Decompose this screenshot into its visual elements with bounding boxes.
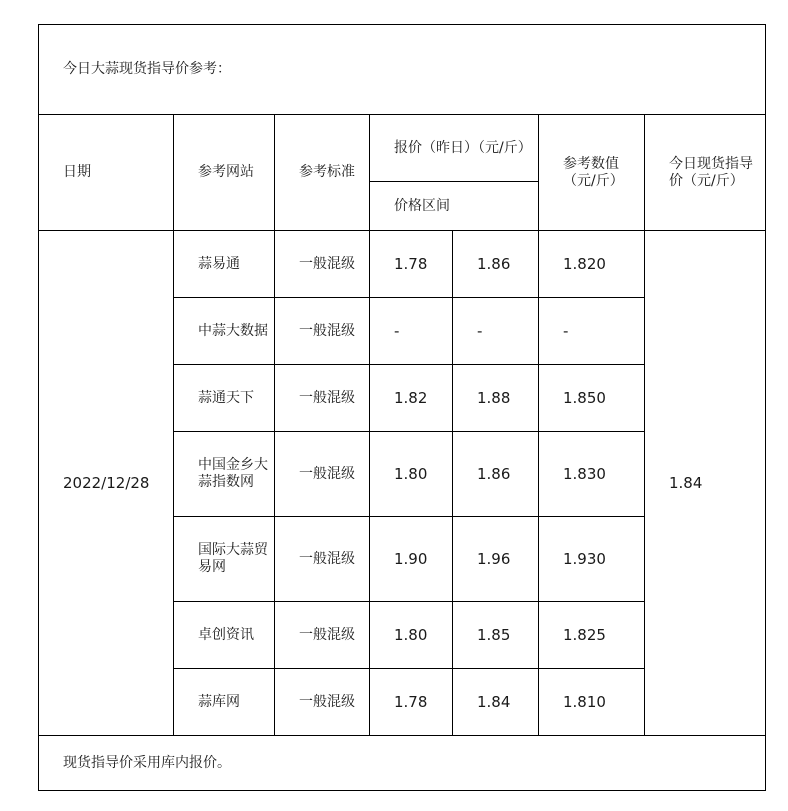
header-reference-value: 参考数值（元/斤） xyxy=(539,115,645,231)
site-cell: 中蒜大数据 xyxy=(174,298,275,365)
reference-value-cell: 1.850 xyxy=(539,365,645,432)
footnote-row xyxy=(39,736,766,791)
title-row xyxy=(39,25,766,115)
reference-value-cell: 1.825 xyxy=(539,602,645,669)
standard-cell: 一般混级 xyxy=(275,231,370,298)
site-cell: 中国金乡大蒜指数网 xyxy=(174,432,275,517)
header-site: 参考网站 xyxy=(174,115,275,231)
low-price-cell: - xyxy=(370,298,453,365)
site-cell: 蒜通天下 xyxy=(174,365,275,432)
high-price-cell: 1.86 xyxy=(453,231,539,298)
reference-value-cell: 1.810 xyxy=(539,669,645,736)
low-price-cell: 1.90 xyxy=(370,517,453,602)
reference-value-cell: 1.820 xyxy=(539,231,645,298)
standard-cell: 一般混级 xyxy=(275,517,370,602)
price-reference-table xyxy=(38,24,766,791)
site-cell: 蒜库网 xyxy=(174,669,275,736)
standard-cell: 一般混级 xyxy=(275,669,370,736)
low-price-cell: 1.82 xyxy=(370,365,453,432)
header-today-price: 今日现货指导价（元/斤） xyxy=(645,115,766,231)
site-cell: 国际大蒜贸易网 xyxy=(174,517,275,602)
footnote-text: 现货指导价采用库内报价。 xyxy=(39,736,766,791)
low-price-cell: 1.78 xyxy=(370,669,453,736)
low-price-cell: 1.78 xyxy=(370,231,453,298)
reference-value-cell: 1.830 xyxy=(539,432,645,517)
high-price-cell: 1.85 xyxy=(453,602,539,669)
date-cell: 2022/12/28 xyxy=(39,231,174,736)
standard-cell: 一般混级 xyxy=(275,602,370,669)
site-cell: 蒜易通 xyxy=(174,231,275,298)
standard-cell: 一般混级 xyxy=(275,365,370,432)
header-row xyxy=(39,115,766,182)
low-price-cell: 1.80 xyxy=(370,602,453,669)
high-price-cell: 1.84 xyxy=(453,669,539,736)
header-date: 日期 xyxy=(39,115,174,231)
standard-cell: 一般混级 xyxy=(275,432,370,517)
header-quote: 报价（昨日）（元/斤） xyxy=(370,115,539,182)
high-price-cell: 1.86 xyxy=(453,432,539,517)
high-price-cell: 1.96 xyxy=(453,517,539,602)
high-price-cell: 1.88 xyxy=(453,365,539,432)
table-title: 今日大蒜现货指导价参考： xyxy=(39,25,766,115)
standard-cell: 一般混级 xyxy=(275,298,370,365)
header-range: 价格区间 xyxy=(370,182,539,231)
reference-value-cell: - xyxy=(539,298,645,365)
high-price-cell: - xyxy=(453,298,539,365)
reference-value-cell: 1.930 xyxy=(539,517,645,602)
today-price-cell: 1.84 xyxy=(645,231,766,736)
site-cell: 卓创资讯 xyxy=(174,602,275,669)
table-row xyxy=(39,231,766,298)
low-price-cell: 1.80 xyxy=(370,432,453,517)
header-standard: 参考标准 xyxy=(275,115,370,231)
